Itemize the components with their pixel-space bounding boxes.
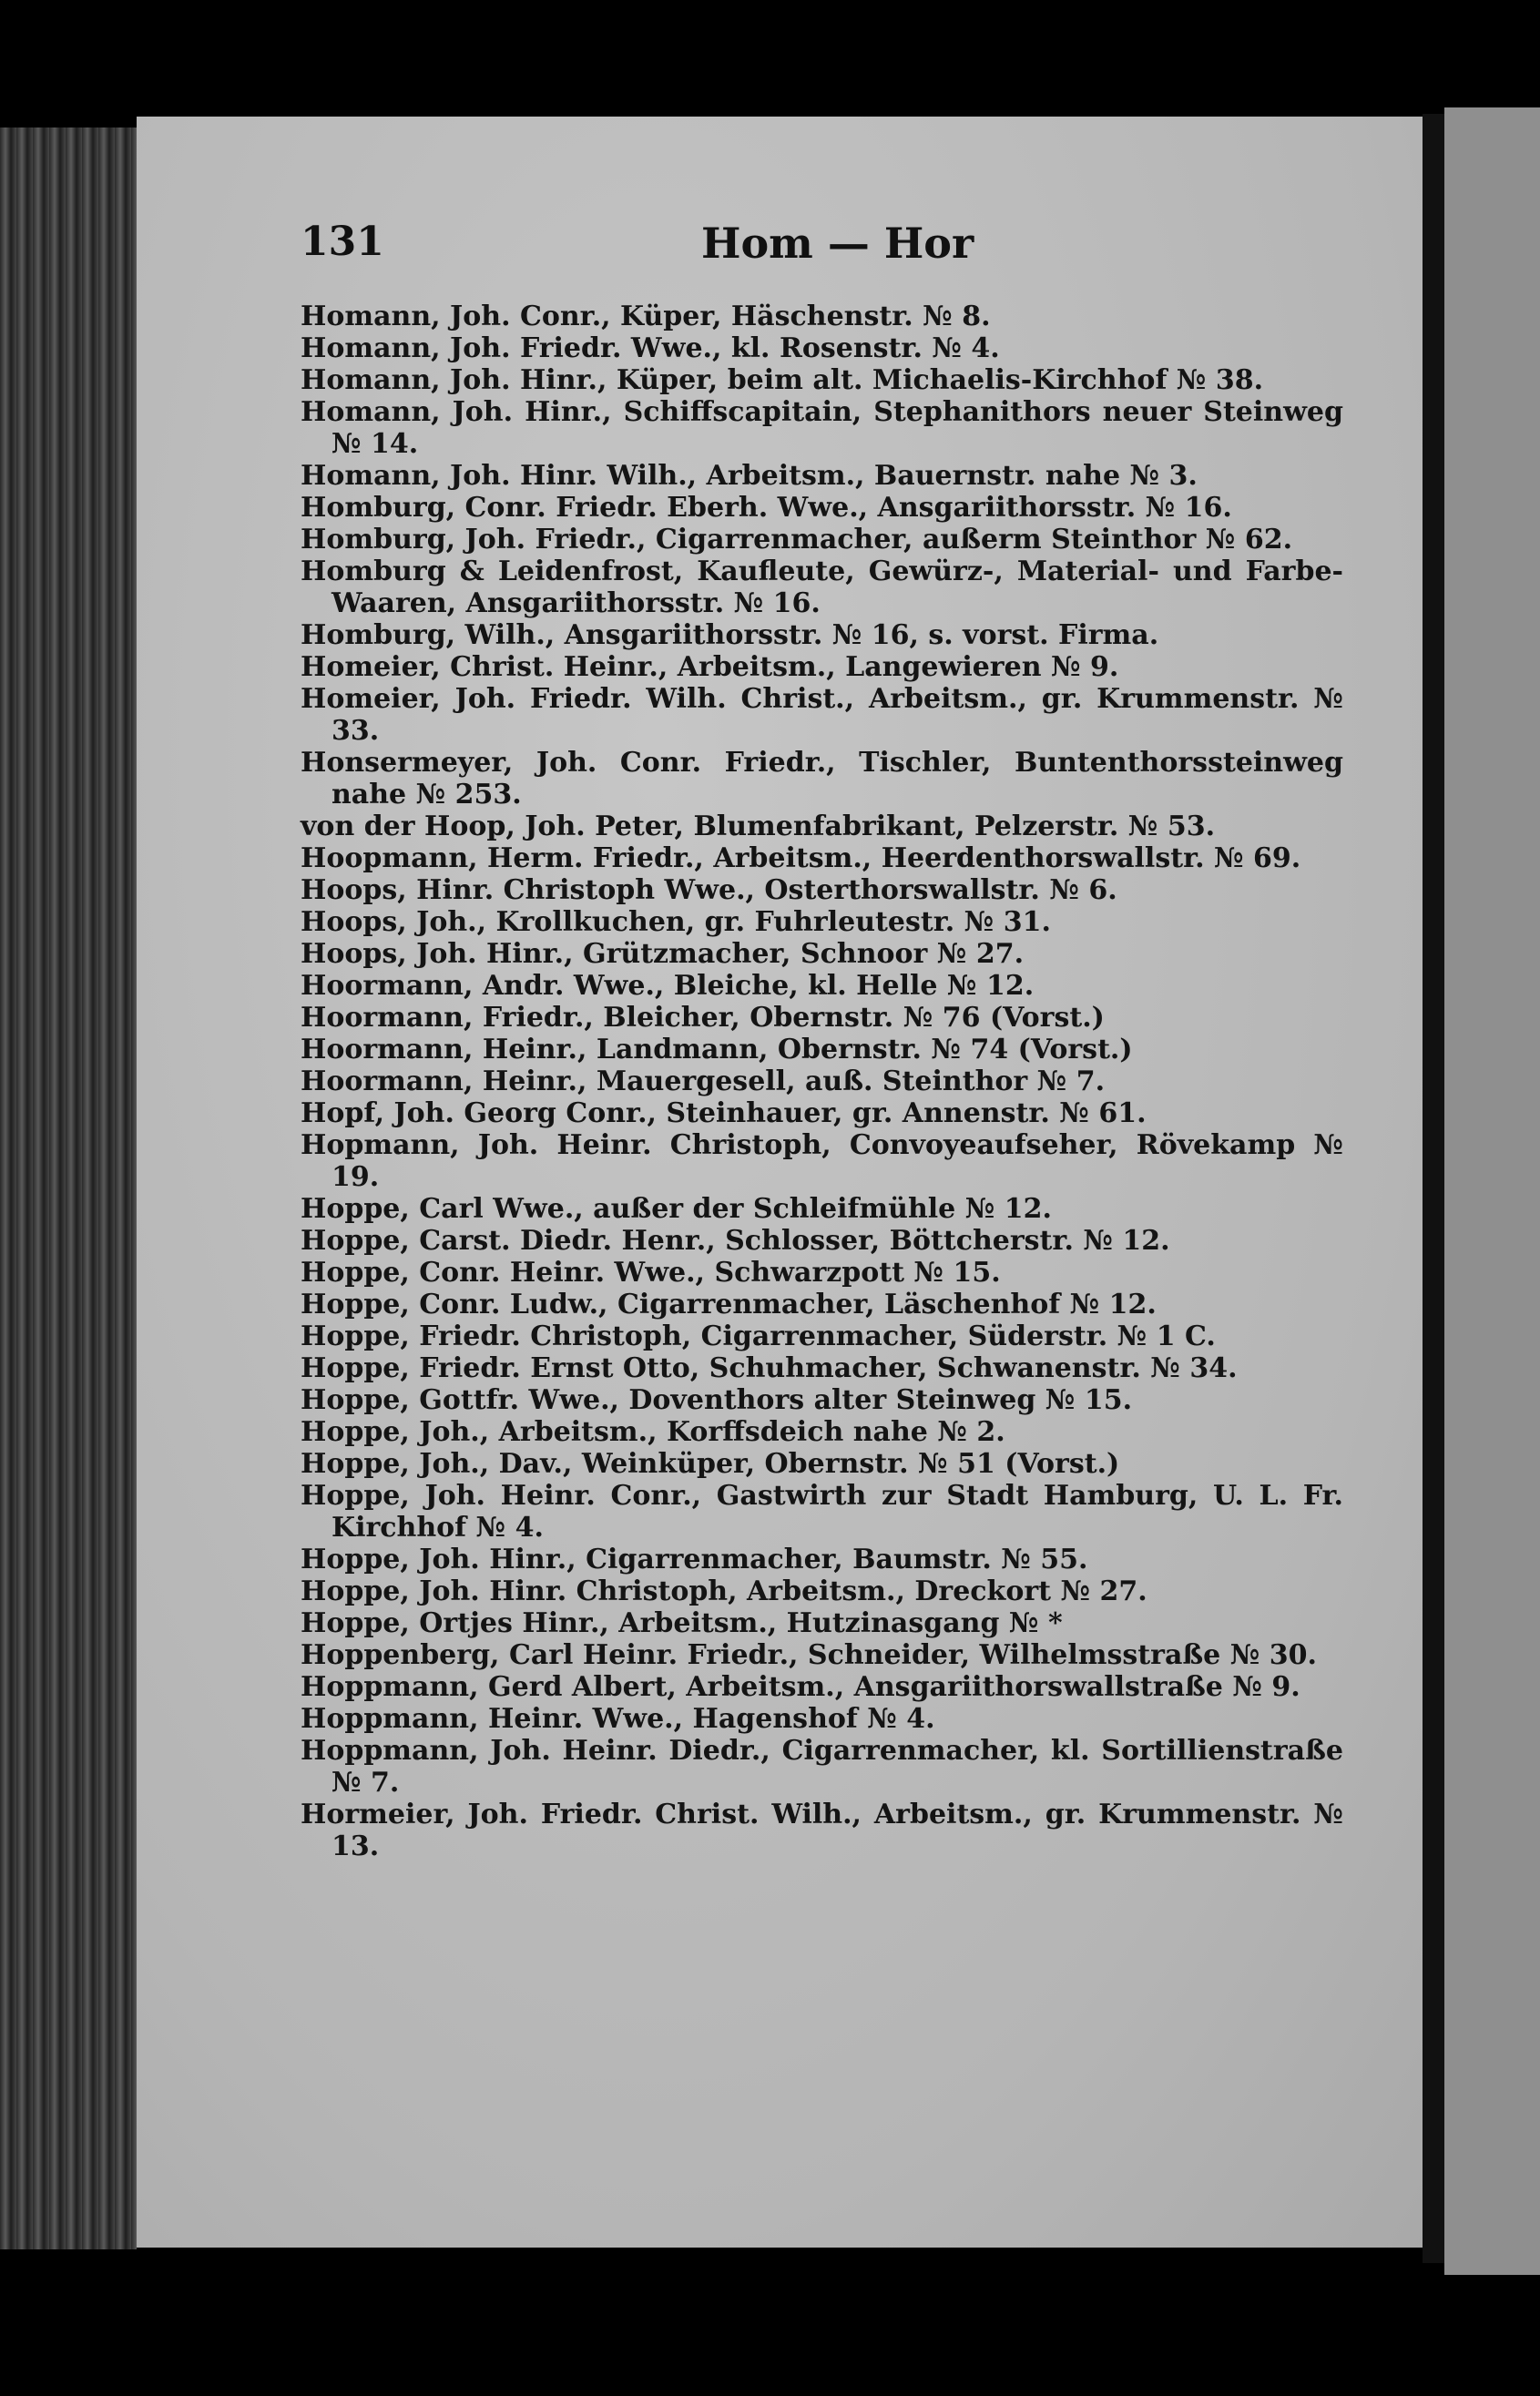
directory-entry: Hoppe, Joh. Hinr. Christoph, Arbeitsm., Dreckort № 27. [301,1575,1147,1607]
directory-entry: Homburg, Wilh., Ansgariithorsstr. № 16, s. vorst. Firma. [301,619,1159,651]
directory-entry: Hoops, Joh., Krollkuchen, gr. Fuhrleutestr. № 31. [301,906,1051,938]
directory-entry: Homann, Joh. Hinr., Küper, beim alt. Michaelis-Kirchhof № 38. [301,364,1264,396]
directory-entry: Hoppe, Joh. Hinr., Cigarrenmacher, Baumstr. № 55. [301,1544,1088,1575]
directory-entry: Homann, Joh. Conr., Küper, Häschenstr. № 8. [301,301,991,332]
directory-entry: Hoppe, Joh., Arbeitsm., Korffsdeich nahe № 2. [301,1416,1005,1448]
directory-entry: Homburg, Conr. Friedr. Eberh. Wwe., Ansgariithorsstr. № 16. [301,492,1232,524]
directory-entry: Homeier, Joh. Friedr. Wilh. Christ., Arbeitsm., gr. Krummenstr. № 33. [301,683,1343,747]
directory-entry: Hoormann, Heinr., Landmann, Obernstr. № 74 (Vorst.) [301,1034,1133,1065]
directory-entry: Hoppe, Conr. Heinr. Wwe., Schwarzpott № 15. [301,1257,1001,1289]
directory-entry: Hoormann, Friedr., Bleicher, Obernstr. № 76 (Vorst.) [301,1002,1105,1034]
directory-entry: Hoppe, Carl Wwe., außer der Schleifmühle № 12. [301,1193,1052,1225]
directory-entry: Hormeier, Joh. Friedr. Christ. Wilh., Arbeitsm., gr. Krummenstr. № 13. [301,1799,1343,1862]
directory-entry: Hoppmann, Heinr. Wwe., Hagenshof № 4. [301,1703,935,1735]
directory-entry: Hoppe, Joh., Dav., Weinküper, Obernstr. № 51 (Vorst.) [301,1448,1120,1480]
directory-entry: Hoormann, Heinr., Mauergesell, auß. Steinthor № 7. [301,1065,1106,1097]
directory-entry: Hopmann, Joh. Heinr. Christoph, Convoyeaufseher, Rövekamp № 19. [301,1129,1343,1193]
directory-entry: Homann, Joh. Hinr. Wilh., Arbeitsm., Bauernstr. nahe № 3. [301,460,1198,492]
directory-entry: Hoops, Hinr. Christoph Wwe., Osterthorswallstr. № 6. [301,874,1117,906]
directory-entries [301,301,1343,1862]
directory-entry: Hoppe, Friedr. Ernst Otto, Schuhmacher, Schwanenstr. № 34. [301,1352,1238,1384]
directory-entry: Hoppmann, Gerd Albert, Arbeitsm., Ansgariithorswallstraße № 9. [301,1671,1300,1703]
directory-entry: Hoormann, Andr. Wwe., Bleiche, kl. Helle № 12. [301,970,1035,1002]
directory-entry: Homburg & Leidenfrost, Kaufleute, Gewürz-, Material- und Farbe-Waaren, Ansgariithorsstr. № 16. [301,556,1343,619]
directory-entry: Hoppe, Ortjes Hinr., Arbeitsm., Hutzinasgang № * [301,1607,1063,1639]
page-gutter [1423,114,1444,2263]
directory-entry: Hoopmann, Herm. Friedr., Arbeitsm., Heerdenthorswallstr. № 69. [301,842,1301,874]
directory-entry: Homburg, Joh. Friedr., Cigarrenmacher, außerm Steinthor № 62. [301,524,1293,556]
facing-page-edge [1444,107,1540,2275]
directory-entry: Hoppe, Conr. Ludw., Cigarrenmacher, Läschenhof № 12. [301,1289,1157,1320]
page-number: 131 [301,219,384,265]
directory-entry: Homann, Joh. Friedr. Wwe., kl. Rosenstr. № 4. [301,332,1000,364]
directory-entry: Hoppe, Joh. Heinr. Conr., Gastwirth zur Stadt Hamburg, U. L. Fr. Kirchhof № 4. [301,1480,1343,1544]
directory-entry: Hoppe, Carst. Diedr. Henr., Schlosser, Böttcherstr. № 12. [301,1225,1170,1257]
directory-entry: Homann, Joh. Hinr., Schiffscapitain, Stephanithors neuer Steinweg № 14. [301,396,1343,460]
running-head: Hom — Hor [701,219,974,268]
directory-entry: Homeier, Christ. Heinr., Arbeitsm., Langewieren № 9. [301,651,1119,683]
directory-entry: von der Hoop, Joh. Peter, Blumenfabrikant, Pelzerstr. № 53. [301,811,1216,842]
directory-entry: Hoppenberg, Carl Heinr. Friedr., Schneider, Wilhelmsstraße № 30. [301,1639,1317,1671]
directory-entry: Hopf, Joh. Georg Conr., Steinhauer, gr. Annenstr. № 61. [301,1097,1147,1129]
directory-entry: Hoppmann, Joh. Heinr. Diedr., Cigarrenmacher, kl. Sortillienstraße № 7. [301,1735,1343,1799]
directory-entry: Hoops, Joh. Hinr., Grützmacher, Schnoor № 27. [301,938,1025,970]
directory-entry: Hoppe, Friedr. Christoph, Cigarrenmacher, Süderstr. № 1 C. [301,1320,1216,1352]
directory-entry: Hoppe, Gottfr. Wwe., Doventhors alter Steinweg № 15. [301,1384,1133,1416]
book-edge [0,127,137,2249]
directory-entry: Honsermeyer, Joh. Conr. Friedr., Tischler, Buntenthorssteinweg nahe № 253. [301,747,1343,811]
page-header [301,219,1339,282]
